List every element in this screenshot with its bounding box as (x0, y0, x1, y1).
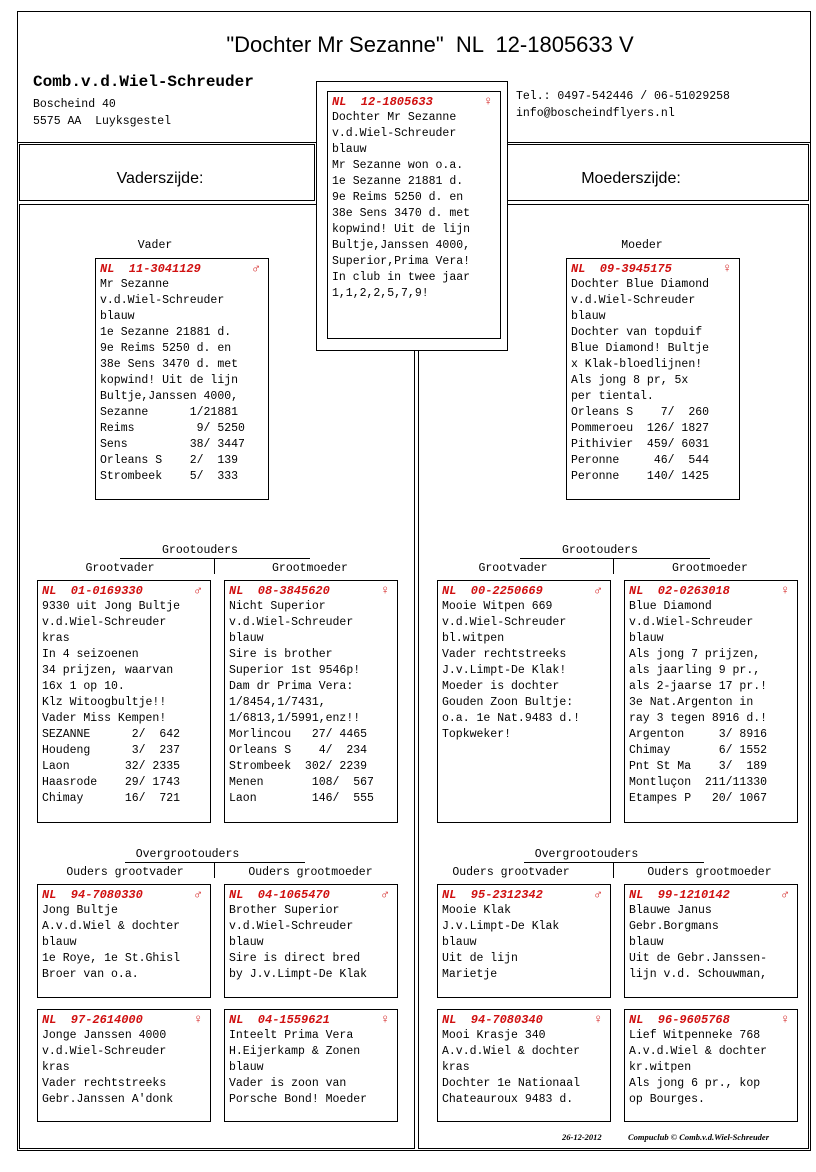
label-grootouders-right: Grootouders (562, 544, 638, 557)
connector (214, 558, 215, 574)
ring-number: NL 95-2312342 (442, 888, 543, 902)
connector (214, 862, 215, 878)
pigeon-info-line: Als jong 8 pr, 5x (571, 374, 689, 387)
pigeon-info-line: bl.witpen (442, 632, 505, 645)
pigeon-info-line: op Bourges. (629, 1093, 705, 1106)
ggp-card (624, 884, 798, 998)
father-lines (100, 277, 264, 485)
pigeon-info-line: Haasrode 29/ 1743 (42, 776, 181, 789)
pigeon-info-line: blauw (442, 936, 477, 949)
female-icon: ♀ (381, 583, 389, 598)
mother-side-label: Moederszijde: (581, 170, 681, 187)
pigeon-info-line: kras (42, 1061, 70, 1074)
connector (120, 558, 310, 559)
connector (125, 862, 305, 863)
connector (613, 862, 614, 878)
pigeon-info-line: blauw (100, 310, 135, 323)
pigeon-info-line: Orleans S 4/ 234 (229, 744, 368, 757)
label-moeder: Moeder (621, 239, 663, 252)
pigeon-info-line: v.d.Wiel-Schreuder (442, 616, 567, 629)
pigeon-info-line: per tiental. (571, 390, 654, 403)
pigeon-info-line: blauw (229, 1061, 264, 1074)
pigeon-info-line: blauw (229, 632, 264, 645)
pigeon-info-line: Laon 32/ 2335 (42, 760, 181, 773)
pigeon-info-line: Menen 108/ 567 (229, 776, 374, 789)
owner-street: Boscheind 40 (33, 98, 116, 111)
male-icon: ♂ (381, 887, 389, 902)
pigeon-info-line: H.Eijerkamp & Zonen (229, 1045, 361, 1058)
pigeon-info-line: Orleans S 7/ 260 (571, 406, 710, 419)
ggp-card (437, 1009, 611, 1122)
ring-number: NL 01-0169330 (42, 584, 143, 598)
pigeon-info-line: Lief Witpenneke 768 (629, 1029, 761, 1042)
pigeon-info-line: Bultje,Janssen 4000, (332, 239, 471, 252)
female-icon: ♀ (194, 1012, 202, 1027)
pigeon-info-line: Chimay 16/ 721 (42, 792, 181, 805)
pigeon-info-line: 3e Nat.Argenton in (629, 696, 754, 709)
pigeon-info-line: v.d.Wiel-Schreuder (332, 127, 457, 140)
ring-number: NL 02-0263018 (629, 584, 730, 598)
connector (613, 558, 614, 574)
pigeon-lines (42, 1028, 206, 1108)
pigeon-info-line: blauw (42, 936, 77, 949)
pigeon-info-line: Montluçon 211/11330 (629, 776, 768, 789)
female-icon: ♀ (723, 261, 731, 276)
pigeon-info-line: Strombeek 302/ 2239 (229, 760, 368, 773)
subject-lines (332, 110, 496, 302)
pigeon-info-line: Mooie Witpen 669 (442, 600, 553, 613)
ggp-card (37, 1009, 211, 1122)
grandfather-father-side (37, 580, 211, 823)
pigeon-info-line: blauw (629, 936, 664, 949)
pigeon-info-line: 1,1,2,2,5,7,9! (332, 287, 429, 300)
mother-ring: NL 09-3945175 (571, 262, 672, 276)
pigeon-info-line: 9e Reims 5250 d. en (100, 342, 232, 355)
label-overgrootouders-left: Overgrootouders (135, 848, 240, 861)
pigeon-info-line: blauw (229, 936, 264, 949)
pigeon-info-line: Gouden Zoon Bultje: (442, 696, 574, 709)
pigeon-info-line: Superior,Prima Vera! (332, 255, 471, 268)
pigeon-info-line: Pnt St Ma 3/ 189 (629, 760, 768, 773)
pigeon-info-line: Peronne 46/ 544 (571, 454, 710, 467)
female-icon: ♀ (381, 1012, 389, 1027)
male-icon: ♂ (594, 887, 602, 902)
pigeon-info-line: blauw (629, 632, 664, 645)
pigeon-info-line: Pommeroeu 126/ 1827 (571, 422, 710, 435)
pigeon-info-line: Dochter 1e Nationaal (442, 1077, 581, 1090)
pigeon-info-line: kopwind! Uit de lijn (100, 374, 239, 387)
pigeon-info-line: Strombeek 5/ 333 (100, 470, 239, 483)
pigeon-info-line: A.v.d.Wiel & dochter (629, 1045, 768, 1058)
pigeon-info-line: v.d.Wiel-Schreuder (229, 920, 354, 933)
female-icon: ♀ (594, 1012, 602, 1027)
pigeon-info-line: blauw (571, 310, 606, 323)
pigeon-info-line: 1e Sezanne 21881 d. (332, 175, 464, 188)
pigeon-info-line: Broer van o.a. (42, 968, 139, 981)
ring-number: NL 97-2614000 (42, 1013, 143, 1027)
pigeon-info-line: 38e Sens 3470 d. met (332, 207, 471, 220)
label-vader: Vader (137, 239, 173, 252)
pigeon-info-line: Vader is zoon van (229, 1077, 347, 1090)
ring-number: NL 94-7080340 (442, 1013, 543, 1027)
ring-number: NL 96-9605768 (629, 1013, 730, 1027)
pigeon-lines (229, 903, 393, 983)
pigeon-info-line: 9e Reims 5250 d. en (332, 191, 464, 204)
ggp-card (437, 884, 611, 998)
ring-number: NL 04-1065470 (229, 888, 330, 902)
pigeon-info-line: In club in twee jaar (332, 271, 471, 284)
ggp-card (224, 884, 398, 998)
owner-city: 5575 AA Luyksgestel (33, 115, 172, 128)
pigeon-info-line: kras (42, 632, 70, 645)
pigeon-info-line: Orleans S 2/ 139 (100, 454, 239, 467)
pigeon-info-line: by J.v.Limpt-De Klak (229, 968, 368, 981)
pigeon-info-line: Houdeng 3/ 237 (42, 744, 181, 757)
pigeon-info-line: J.v.Limpt-De Klak! (442, 664, 567, 677)
pigeon-info-line: Vader rechtstreeks (42, 1077, 167, 1090)
female-icon: ♀ (781, 583, 789, 598)
pigeon-lines (442, 1028, 606, 1108)
pigeon-info-line: Argenton 3/ 8916 (629, 728, 768, 741)
pigeon-info-line: 38e Sens 3470 d. met (100, 358, 239, 371)
pigeon-info-line: v.d.Wiel-Schreuder (42, 1045, 167, 1058)
pigeon-info-line: Chateauroux 9483 d. (442, 1093, 574, 1106)
pigeon-info-line: Chimay 6/ 1552 (629, 744, 768, 757)
pigeon-info-line: Mooie Klak (442, 904, 512, 917)
pigeon-info-line: Klz Witoogbultje!! (42, 696, 167, 709)
pigeon-info-line: blauw (332, 143, 367, 156)
pigeon-info-line: Uit de Gebr.Janssen- (629, 952, 768, 965)
pigeon-info-line: SEZANNE 2/ 642 (42, 728, 181, 741)
label-grootmoeder-left: Grootmoeder (272, 562, 348, 575)
father-side-label: Vaderszijde: (116, 170, 204, 187)
pigeon-info-line: Superior 1st 9546p! (229, 664, 361, 677)
pigeon-info-line: 34 prijzen, waarvan (42, 664, 174, 677)
pigeon-info-line: 1/6813,1/5991,enz!! (229, 712, 361, 725)
owner-email: info@boscheindflyers.nl (516, 107, 675, 120)
label-grootvader-right: Grootvader (478, 562, 548, 575)
pigeon-lines (229, 1028, 393, 1108)
pigeon-info-line: Sire is direct bred (229, 952, 361, 965)
pigeon-lines (629, 1028, 793, 1108)
pigeon-info-line: Sezanne 1/21881 (100, 406, 239, 419)
ggp-card (624, 1009, 798, 1122)
pigeon-lines (629, 599, 793, 807)
pigeon-info-line: Dam dr Prima Vera: (229, 680, 354, 693)
pigeon-info-line: In 4 seizoenen (42, 648, 139, 661)
pigeon-info-line: kopwind! Uit de lijn (332, 223, 471, 236)
pigeon-info-line: v.d.Wiel-Schreuder (629, 616, 754, 629)
pigeon-info-line: Topkweker! (442, 728, 512, 741)
pigeon-info-line: J.v.Limpt-De Klak (442, 920, 560, 933)
label-ouders-grootmoeder-left: Ouders grootmoeder (248, 866, 373, 879)
ring-number: NL 99-1210142 (629, 888, 730, 902)
pigeon-lines (42, 599, 206, 807)
pigeon-info-line: als jaarling 9 pr., (629, 664, 761, 677)
pigeon-info-line: Dochter Blue Diamond (571, 278, 710, 291)
pigeon-info-line: Bultje,Janssen 4000, (100, 390, 239, 403)
pigeon-info-line: v.d.Wiel-Schreuder (571, 294, 696, 307)
pigeon-info-line: Inteelt Prima Vera (229, 1029, 354, 1042)
grandfather-mother-side (437, 580, 611, 823)
pigeon-lines (42, 903, 206, 983)
pigeon-info-line: Sens 38/ 3447 (100, 438, 245, 451)
label-ouders-grootvader-right: Ouders grootvader (452, 866, 570, 879)
pigeon-info-line: Gebr.Janssen A'donk (42, 1093, 174, 1106)
pigeon-lines (442, 599, 606, 743)
connector (520, 558, 710, 559)
father-card (95, 258, 269, 500)
pigeon-info-line: Etampes P 20/ 1067 (629, 792, 768, 805)
pigeon-info-line: Peronne 140/ 1425 (571, 470, 710, 483)
subject-ring: NL 12-1805633 (332, 95, 433, 109)
pigeon-info-line: kr.witpen (629, 1061, 692, 1074)
ring-number: NL 08-3845620 (229, 584, 330, 598)
pigeon-info-line: 1e Roye, 1e St.Ghisl (42, 952, 181, 965)
pigeon-info-line: Morlincou 27/ 4465 (229, 728, 368, 741)
pigeon-info-line: Dochter Mr Sezanne (332, 111, 457, 124)
subject-card (327, 91, 501, 339)
pigeon-info-line: Brother Superior (229, 904, 340, 917)
father-ring: NL 11-3041129 (100, 262, 201, 276)
male-icon: ♂ (194, 887, 202, 902)
ggp-card (37, 884, 211, 998)
pigeon-info-line: A.v.d.Wiel & dochter (42, 920, 181, 933)
pigeon-info-line: als 2-jaarse 17 pr.! (629, 680, 768, 693)
pigeon-info-line: Mr Sezanne (100, 278, 170, 291)
pigeon-lines (442, 903, 606, 983)
female-icon: ♀ (484, 94, 492, 109)
owner-phone: Tel.: 0497-542446 / 06-51029258 (516, 90, 730, 103)
pigeon-info-line: A.v.d.Wiel & dochter (442, 1045, 581, 1058)
male-icon: ♂ (781, 887, 789, 902)
pigeon-info-line: x Klak-bloedlijnen! (571, 358, 703, 371)
pigeon-info-line: Nicht Superior (229, 600, 326, 613)
pigeon-info-line: Als jong 6 pr., kop (629, 1077, 761, 1090)
pigeon-info-line: Blue Diamond! Bultje (571, 342, 710, 355)
ring-number: NL 00-2250669 (442, 584, 543, 598)
ring-number: NL 94-7080330 (42, 888, 143, 902)
pigeon-info-line: Vader Miss Kempen! (42, 712, 167, 725)
label-grootouders-left: Grootouders (162, 544, 238, 557)
pigeon-info-line: Blue Diamond (629, 600, 712, 613)
female-icon: ♀ (781, 1012, 789, 1027)
pigeon-info-line: Mr Sezanne won o.a. (332, 159, 464, 172)
label-ouders-grootmoeder-right: Ouders grootmoeder (647, 866, 772, 879)
grandmother-mother-side (624, 580, 798, 823)
pigeon-lines (229, 599, 393, 807)
pigeon-info-line: v.d.Wiel-Schreuder (42, 616, 167, 629)
pigeon-info-line: Uit de lijn (442, 952, 518, 965)
pigeon-info-line: o.a. 1e Nat.9483 d.! (442, 712, 581, 725)
ggp-card (224, 1009, 398, 1122)
footer-date: 26-12-2012 (562, 1132, 602, 1142)
pigeon-info-line: Gebr.Borgmans (629, 920, 719, 933)
pigeon-info-line: 9330 uit Jong Bultje (42, 600, 181, 613)
pigeon-info-line: 1/8454,1/7431, (229, 696, 326, 709)
pigeon-info-line: v.d.Wiel-Schreuder (100, 294, 225, 307)
pigeon-info-line: Marietje (442, 968, 498, 981)
pigeon-info-line: v.d.Wiel-Schreuder (229, 616, 354, 629)
pigeon-info-line: Blauwe Janus (629, 904, 712, 917)
page-title: "Dochter Mr Sezanne" NL 12-1805633 V (226, 32, 634, 57)
pigeon-info-line: Vader rechtstreeks (442, 648, 567, 661)
mother-lines (571, 277, 735, 485)
pigeon-info-line: Reims 9/ 5250 (100, 422, 245, 435)
male-icon: ♂ (252, 261, 260, 276)
pigeon-info-line: Als jong 7 prijzen, (629, 648, 761, 661)
pigeon-info-line: Laon 146/ 555 (229, 792, 374, 805)
label-ouders-grootvader-left: Ouders grootvader (66, 866, 184, 879)
male-icon: ♂ (194, 583, 202, 598)
label-grootvader-left: Grootvader (85, 562, 155, 575)
pigeon-info-line: 16x 1 op 10. (42, 680, 125, 693)
ring-number: NL 04-1559621 (229, 1013, 330, 1027)
pigeon-info-line: Jong Bultje (42, 904, 118, 917)
owner-name: Comb.v.d.Wiel-Schreuder (33, 73, 254, 91)
pigeon-info-line: lijn v.d. Schouwman, (629, 968, 768, 981)
label-overgrootouders-right: Overgrootouders (534, 848, 639, 861)
pigeon-info-line: Dochter van topduif (571, 326, 703, 339)
grandmother-father-side (224, 580, 398, 823)
pigeon-info-line: Sire is brother (229, 648, 333, 661)
pigeon-info-line: Jonge Janssen 4000 (42, 1029, 167, 1042)
pigeon-info-line: Mooi Krasje 340 (442, 1029, 546, 1042)
mother-card (566, 258, 740, 500)
pigeon-info-line: Moeder is dochter (442, 680, 560, 693)
pigeon-lines (629, 903, 793, 983)
pigeon-info-line: Pithivier 459/ 6031 (571, 438, 710, 451)
footer-credit: Compuclub © Comb.v.d.Wiel-Schreuder (628, 1132, 770, 1142)
pigeon-info-line: Porsche Bond! Moeder (229, 1093, 368, 1106)
pigeon-info-line: 1e Sezanne 21881 d. (100, 326, 232, 339)
male-icon: ♂ (594, 583, 602, 598)
label-grootmoeder-right: Grootmoeder (672, 562, 748, 575)
pigeon-info-line: ray 3 tegen 8916 d.! (629, 712, 768, 725)
pigeon-info-line: kras (442, 1061, 470, 1074)
connector (524, 862, 704, 863)
